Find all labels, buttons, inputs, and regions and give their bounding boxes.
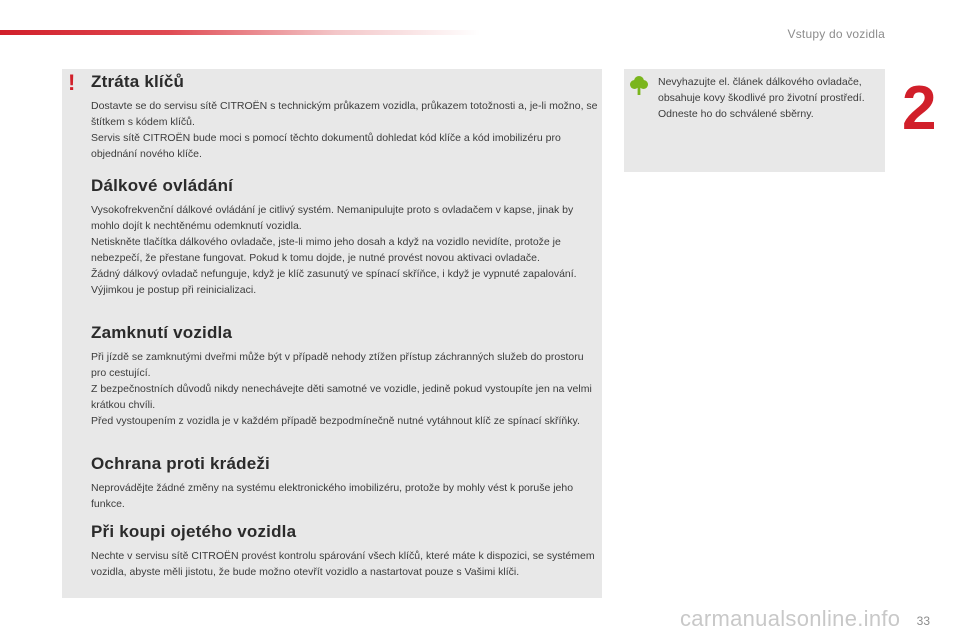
paragraph: Z bezpečnostních důvodů nikdy nenechávejte děti samotné ve vozidle, jedině pokud vystoupíte jen na velmi krátkou chvíli. <box>91 383 592 411</box>
paragraph: Neprovádějte žádné změny na systému elektronického imobilizéru, protože by mohly vést k poruše jeho funkce. <box>91 482 574 510</box>
eco-note-line: Nevyhazujte el. článek dálkového ovladače, obsahuje kovy škodlivé pro životní prostředí. <box>658 76 865 104</box>
paragraph: Před vystoupením z vozidla je v každém případě bezpodmínečně nutné vytáhnout klíč ze spínací skříňky. <box>91 415 580 427</box>
eco-note <box>658 74 878 122</box>
paragraph: Dostavte se do servisu sítě CITROËN s technickým průkazem vozidla, průkazem totožnosti a, je-li možno, se štítkem s kódem klíčů. <box>91 100 598 128</box>
section-remote-control <box>91 176 601 298</box>
chapter-number: 2 <box>902 74 937 143</box>
section-body <box>91 349 601 429</box>
section-body <box>91 480 601 512</box>
section-key-loss <box>91 72 601 162</box>
paragraph: Při jízdě se zamknutými dveřmi může být v případě nehody ztížen přístup záchranných služeb do prostoru pro cestující. <box>91 351 584 379</box>
header-accent-bar <box>0 30 480 35</box>
exclamation-icon: ! <box>68 70 76 95</box>
section-body <box>91 548 601 580</box>
eco-note-line: Odneste ho do schválené sběrny. <box>658 108 814 120</box>
section-body <box>91 98 601 162</box>
section-body <box>91 202 601 298</box>
paragraph: Nechte v servisu sítě CITROËN provést kontrolu spárování všech klíčů, které máte k dispozici, se systémem vozidla, abyste měli jistotu, že bude možno otevřít vozidlo a nastartovat pouze s Vašimi klíči. <box>91 550 595 578</box>
section-title: Ochrana proti krádeži <box>91 454 270 473</box>
paragraph: Žádný dálkový ovladač nefunguje, když je klíč zasunutý ve spínací skříňce, i když je vypnuté zapalování. Výjimkou je postup při reinicializaci. <box>91 268 577 296</box>
paragraph: Vysokofrekvenční dálkové ovládání je citlivý systém. Nemanipulujte proto s ovladačem v kapse, jinak by mohlo dojít k nechtěnému odemknutí vozidla. <box>91 204 574 232</box>
page-number: 33 <box>916 614 930 628</box>
section-title: Dálkové ovládání <box>91 176 234 195</box>
section-locking <box>91 323 601 429</box>
paragraph: Netiskněte tlačítka dálkového ovladače, jste-li mimo jeho dosah a když na vozidlo nevidíte, protože je nebezpečí, že přestane fungovat. Pokud k tomu dojde, je nutné provést novou aktivaci ovladače. <box>91 236 561 264</box>
paragraph: Servis sítě CITROËN bude moci s pomocí těchto dokumentů dohledat kód klíče a kód imobilizéru pro objednání nového klíče. <box>91 132 561 160</box>
chapter-title: Vstupy do vozidla <box>787 27 885 41</box>
watermark: carmanualsonline.info <box>680 606 901 631</box>
section-anti-theft <box>91 454 601 512</box>
section-title: Při koupi ojetého vozidla <box>91 522 297 541</box>
section-title: Zamknutí vozidla <box>91 323 233 342</box>
section-title: Ztráta klíčů <box>91 72 185 91</box>
tree-icon <box>629 74 649 96</box>
section-used-vehicle <box>91 522 601 580</box>
